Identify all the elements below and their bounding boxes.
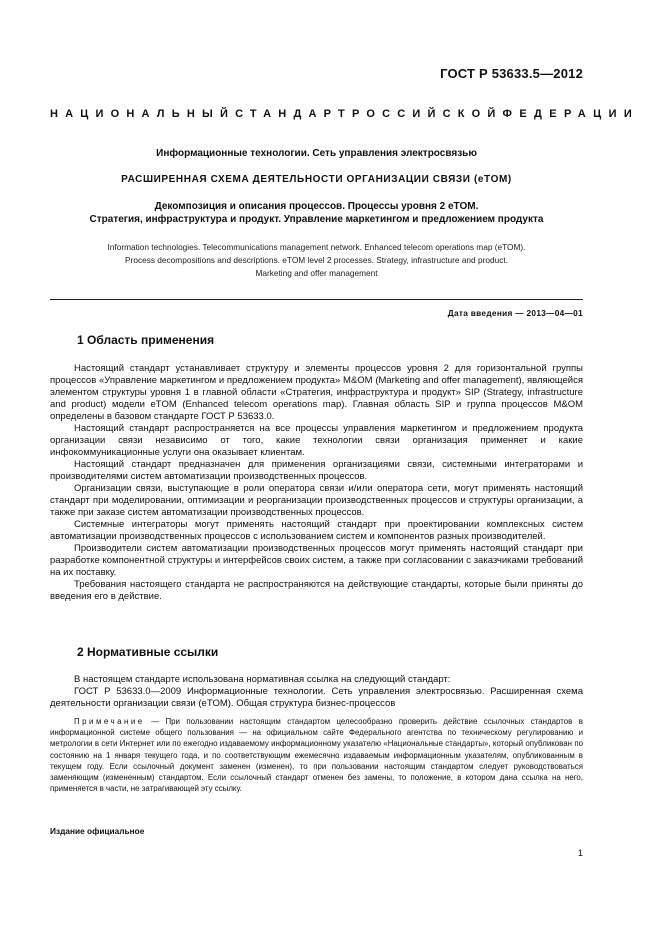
paragraph: В настоящем стандарте использована нормативная ссылка на следующий стандарт: <box>74 674 451 685</box>
note-paragraph <box>50 716 583 794</box>
title-line-2: РАСШИРЕННАЯ СХЕМА ДЕЯТЕЛЬНОСТИ ОРГАНИЗАЦИИ СВЯЗИ (eTOM) <box>121 174 512 185</box>
paragraph: Организации связи, выступающие в роли оператора связи и/или оператора сети, могут применять настоящий стандарт при моделировании, оптимизации и реорганизации производственных процессов и структуры организации, а также при заказе систем автоматизации производственных процессов. <box>50 483 583 518</box>
english-title-line: Marketing and offer management <box>255 268 378 278</box>
paragraph: Требования настоящего стандарта не распространяются на действующие стандарты, которые были приняты до введения его в действие. <box>50 579 583 602</box>
russian-title-block <box>50 148 583 228</box>
banner-word: РОССИЙСКОЙ <box>351 108 503 120</box>
section-1-heading: 1 Область применения <box>77 333 215 347</box>
note-block <box>50 716 583 794</box>
section-2-body <box>50 674 583 710</box>
section-1-body <box>50 363 583 603</box>
paragraph: Производители систем автоматизации производственных процессов могут применять настоящий стандарт при разработке компонентной структуры и интерфейсов своих систем, а также при согласовании с заказчиками требований на их поставку. <box>50 543 583 578</box>
english-title-line: Information technologies. Telecommunications management network. Enhanced telecom operations map (eTOM). <box>107 242 526 252</box>
edition-label: Издание официальное <box>50 826 145 836</box>
page-number: 1 <box>577 848 583 858</box>
banner-word: НАЦИОНАЛЬНЫЙ <box>50 108 236 120</box>
section-2-heading: 2 Нормативные ссылки <box>77 645 219 659</box>
paragraph: Системные интеграторы могут применять настоящий стандарт при проектировании комплексных систем автоматизации производственных процессов с использованием систем и компонентов разных производителей. <box>50 519 583 542</box>
title-line-1: Информационные технологии. Сеть управления электросвязью <box>156 148 477 159</box>
introduction-date: Дата введения — 2013—04—01 <box>447 308 583 318</box>
paragraph: Настоящий стандарт распространяется на все процессы управления маркетингом и предложением продукта организации связи независимо от того, какие технологии связи организация применяет и какие инфокоммуникационные услуги она оказывает клиентам. <box>50 423 583 458</box>
paragraph: Настоящий стандарт предназначен для применения организациями связи, системными интеграторами и производителями систем автоматизации производственных процессов. <box>50 459 583 482</box>
standard-code: ГОСТ Р 53633.5—2012 <box>440 66 583 81</box>
english-title-block <box>50 241 583 280</box>
reference-entry: ГОСТ Р 53633.0—2009 Информационные технологии. Сеть управления электросвязью. Расширенная схема деятельности организации связи (eTOM). Общая структура бизнес-процессов <box>50 686 583 709</box>
banner-word: ФЕДЕРАЦИИ <box>502 108 640 120</box>
title-line-3: Декомпозиция и описания процессов. Процессы уровня 2 eTOM. <box>154 201 479 212</box>
note-label: Примечание <box>74 717 145 726</box>
standard-banner <box>50 108 640 120</box>
english-title-line: Process decompositions and descriptions. eTOM level 2 processes. Strategy, infrastructure and product. <box>125 255 508 265</box>
note-text: — При пользовании настоящим стандартом целесообразно проверить действие ссылочных стандартов в информационной системе общего пользования — на официальном сайте Федерального агентства по техническому регулированию и метрологии в сети Интернет или по ежегодно издаваемому информационному указателю «Национальные стандарты», который опубликован по состоянию на 1 января текущего года, и по соответствующим ежемесячно издаваемым информационным указателям, опубликованным в текущем году. Если ссылочный документ заменен (изменен), то при пользовании настоящим стандартом следует руководствоваться заменяющим (измененным) стандартом. Если ссылочный стандарт отменен без замены, то положение, в котором дана ссылка на него, применяется в части, не затрагивающей эту ссылку. <box>50 717 583 794</box>
header-divider <box>50 299 583 300</box>
banner-word: СТАНДАРТ <box>235 108 352 120</box>
title-line-4: Стратегия, инфраструктура и продукт. Управление маркетингом и предложением продукта <box>89 214 544 225</box>
paragraph: Настоящий стандарт устанавливает структуру и элементы процессов уровня 2 для горизонтальной группы процессов «Управление маркетингом и предложением продукта» M&OM (Marketing and offer management), являющейся элементом структуры уровня 1 в главной области «Стратегия, инфраструктура и продукт» SIP (Strategy, infrastructure and product) модели eTOM (Enhanced telecom operations map). Главная область SIP и группа процессов M&OM определены в базовом стандарте ГОСТ Р 53633.0. <box>50 363 583 422</box>
